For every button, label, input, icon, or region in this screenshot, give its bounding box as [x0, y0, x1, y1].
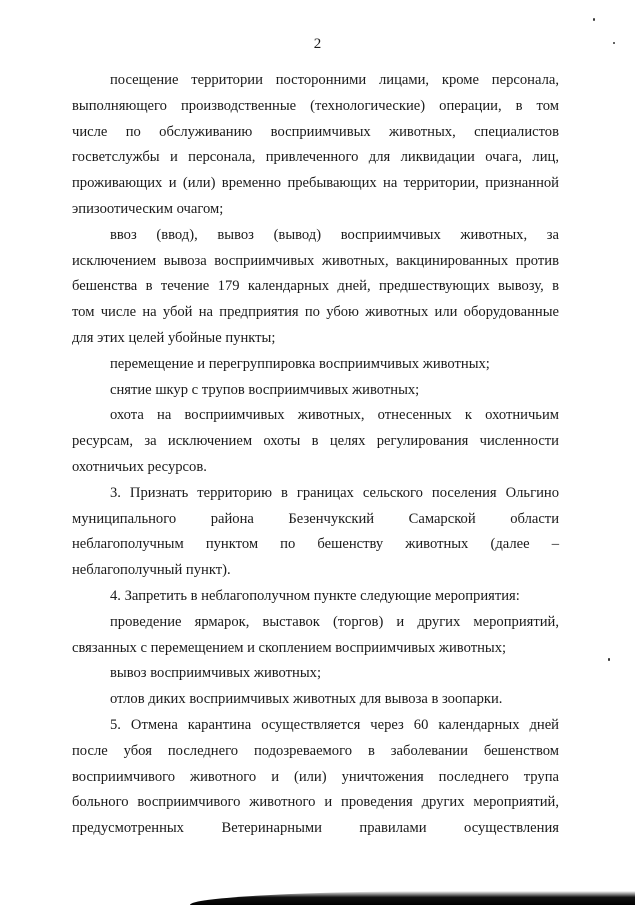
scan-speck [593, 18, 595, 21]
paragraph-item-4: 4. Запретить в неблагополучном пункте следующие мероприятия: [110, 587, 520, 604]
text-line: 5. Отмена карантина осуществляется через 60 календарных дней [110, 716, 559, 733]
text-line: проживающих и (или) временно пребывающих на территории, признанной [72, 175, 559, 192]
text-line: после убоя последнего подозреваемого в заболевании бешенством [72, 742, 559, 759]
text-line: исключением вывоза восприимчивых животных, вакцинированных против [72, 252, 559, 269]
text-line: проведение ярмарок, выставок (торгов) и других мероприятий, [110, 613, 559, 630]
text-line: неблагополучным пунктом по бешенству животных (далее – [72, 536, 559, 553]
scan-speck [608, 658, 610, 661]
paragraph-import-export-ban [72, 223, 559, 352]
paragraph-hunting-ban [72, 403, 559, 480]
text-line: больного восприимчивого животного и проведения других мероприятий, [72, 794, 559, 811]
text-line: охота на восприимчивых животных, отнесенных к охотничьим [110, 407, 559, 424]
text-line: ресурсам, за исключением охоты в целях регулирования численности [72, 433, 559, 450]
paragraph-item-3 [72, 481, 559, 584]
scan-edge-shadow [190, 891, 635, 905]
paragraph-regrouping-ban: перемещение и перегруппировка восприимчивых животных; [110, 355, 490, 372]
text-line: охотничьих ресурсов. [72, 458, 207, 475]
text-line: предусмотренных Ветеринарными правилами осуществления [72, 820, 559, 837]
text-line: восприимчивого животного и (или) уничтожения последнего трупа [72, 768, 559, 785]
text-line: эпизоотическим очагом; [72, 200, 224, 217]
text-line: госветслужбы и персонала, привлеченного для ликвидации очага, лиц, [72, 149, 559, 166]
page-number: 2 [313, 36, 322, 52]
text-line: числе по обслуживанию восприимчивых животных, специалистов [72, 123, 559, 140]
paragraph-skinning-ban: снятие шкур с трупов восприимчивых животных; [110, 381, 420, 398]
text-line: выполняющего производственные (технологические) операции, в том [72, 97, 559, 114]
text-line: бешенства в течение 179 календарных дней, предшествующих вывозу, в [72, 278, 559, 295]
paragraph-fairs-ban [72, 610, 559, 662]
text-line: том числе на убой на предприятия по убою животных или оборудованные [72, 304, 559, 321]
paragraph-item-5 [72, 713, 559, 842]
paragraph-capture-ban: отлов диких восприимчивых животных для вывоза в зоопарки. [110, 691, 503, 708]
text-line: муниципального района Безенчукский Самарской области [72, 510, 559, 527]
document-body [72, 68, 559, 842]
scan-speck [613, 42, 615, 44]
text-line: связанных с перемещением и скоплением восприимчивых животных; [72, 639, 507, 656]
paragraph-access-ban [72, 68, 559, 223]
text-line: посещение территории посторонними лицами, кроме персонала, [110, 72, 559, 88]
text-line: неблагополучный пункт). [72, 562, 231, 579]
text-line: для этих целей убойные пункты; [72, 329, 276, 346]
text-line: 3. Признать территорию в границах сельского поселения Ольгино [110, 484, 559, 501]
text-line: ввоз (ввод), вывоз (вывод) восприимчивых животных, за [110, 226, 559, 243]
paragraph-export-ban: вывоз восприимчивых животных; [110, 665, 322, 682]
